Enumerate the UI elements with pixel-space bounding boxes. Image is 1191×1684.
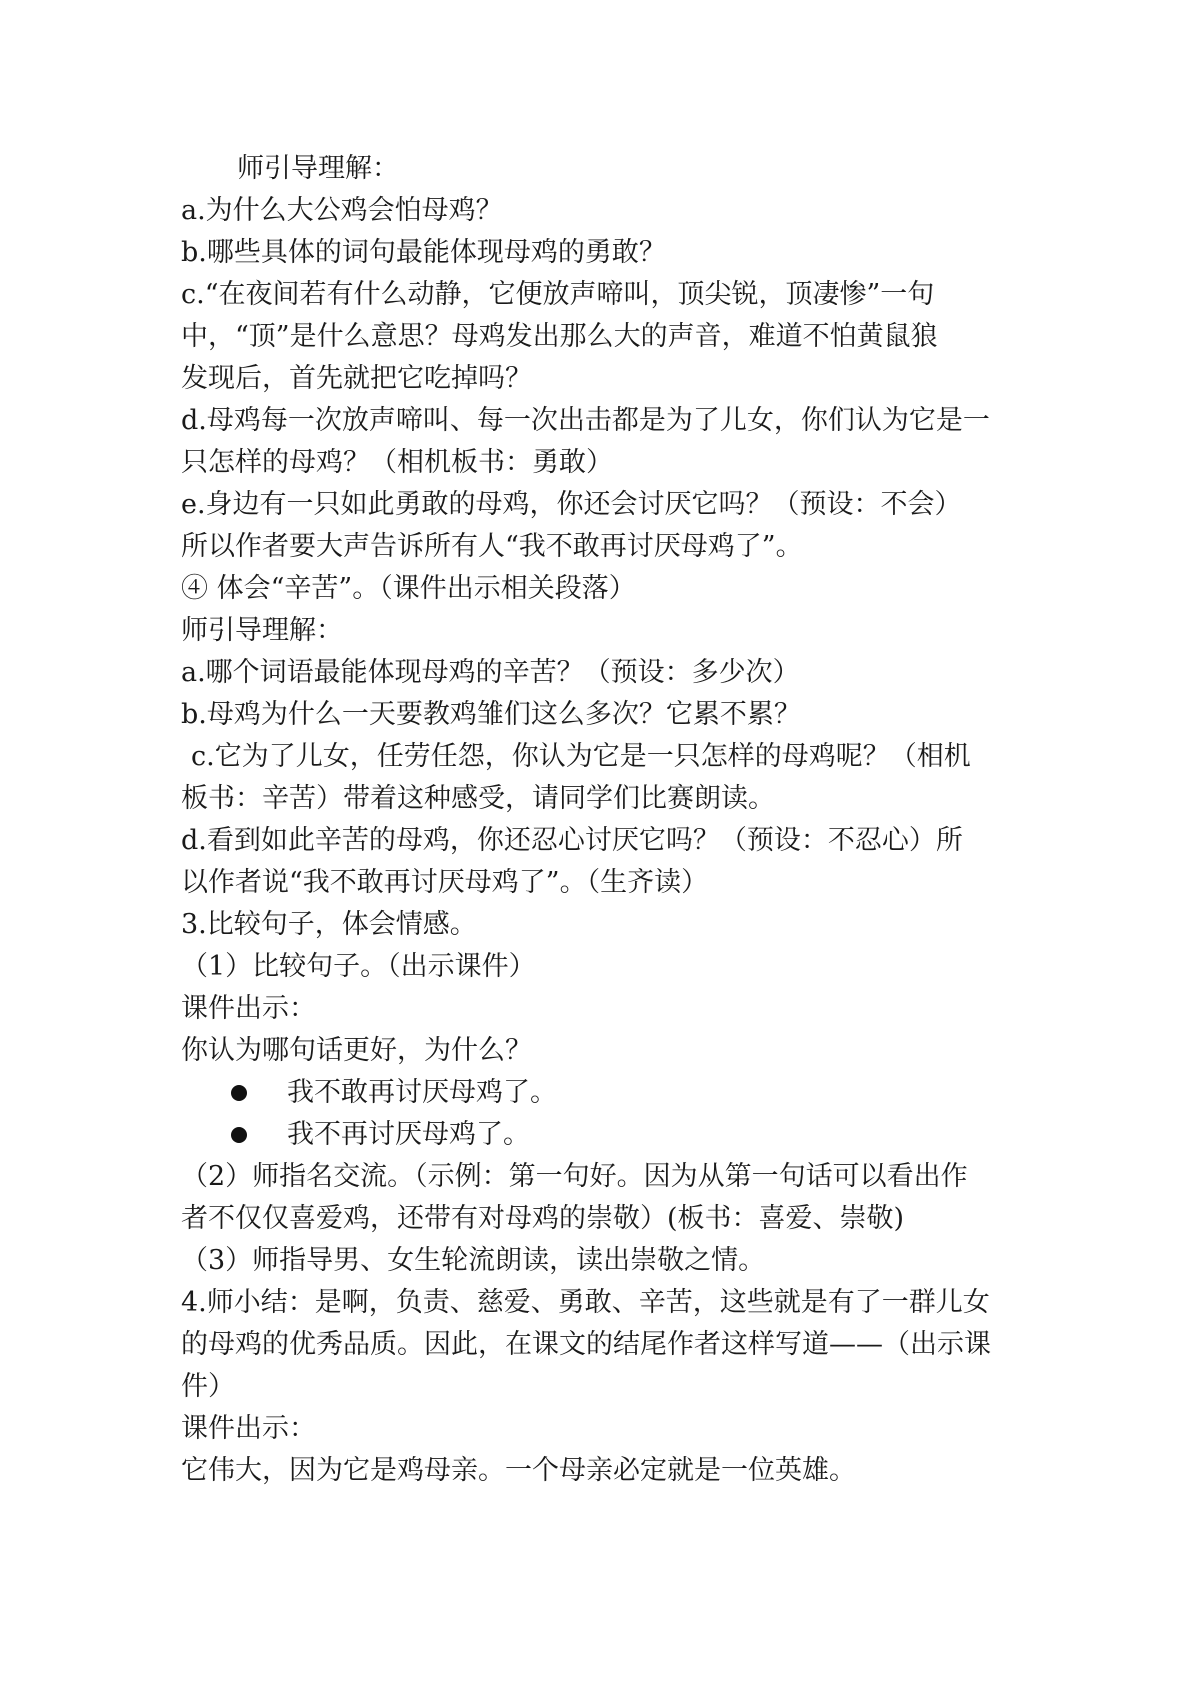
- paragraph-line: d.母鸡每一次放声啼叫、每一次出击都是为了儿女，你们认为它是一: [181, 405, 990, 436]
- paragraph-line: 发现后，首先就把它吃掉吗？: [181, 363, 532, 394]
- paragraph-line: a.哪个词语最能体现母鸡的辛苦？（预设：多少次）: [181, 657, 800, 688]
- paragraph-line: 的母鸡的优秀品质。因此，在课文的结尾作者这样写道——（出示课: [181, 1329, 991, 1360]
- paragraph-line: 师引导理解：: [237, 153, 399, 184]
- paragraph-line: 件）: [181, 1371, 235, 1402]
- bullet-icon: [231, 1085, 247, 1101]
- paragraph-line: c.“在夜间若有什么动静，它便放声啼叫，顶尖锐，顶凄惨”一句: [181, 279, 935, 310]
- paragraph-line: c.它为了儿女，任劳任怨，你认为它是一只怎样的母鸡呢？（相机: [191, 741, 971, 772]
- paragraph-line: 它伟大，因为它是鸡母亲。一个母亲必定就是一位英雄。: [181, 1455, 856, 1486]
- paragraph-line: （3）师指导男、女生轮流朗读，读出崇敬之情。: [181, 1245, 766, 1276]
- paragraph-line: b.母鸡为什么一天要教鸡雏们这么多次？它累不累？: [181, 699, 801, 730]
- paragraph-line: 你认为哪句话更好，为什么？: [181, 1035, 532, 1066]
- document-page: [181, 148, 1021, 1492]
- paragraph-line: 课件出示：: [181, 993, 316, 1024]
- bullet-icon: [231, 1127, 247, 1143]
- paragraph-line: （2）师指名交流。（示例：第一句好。因为从第一句话可以看出作: [181, 1161, 968, 1192]
- paragraph-line: 师引导理解：: [181, 615, 343, 646]
- paragraph-line: 课件出示：: [181, 1413, 316, 1444]
- bullet-item: [181, 1072, 1021, 1114]
- paragraph-line: 4.师小结：是啊，负责、慈爱、勇敢、辛苦，这些就是有了一群儿女: [181, 1287, 990, 1318]
- paragraph-line: 者不仅仅喜爱鸡，还带有对母鸡的崇敬）(板书：喜爱、崇敬): [181, 1203, 905, 1234]
- paragraph-line: 中，“顶”是什么意思？母鸡发出那么大的声音，难道不怕黄鼠狼: [181, 321, 938, 352]
- paragraph-line: a.为什么大公鸡会怕母鸡？: [181, 195, 503, 226]
- paragraph-line: d.看到如此辛苦的母鸡，你还忍心讨厌它吗？（预设：不忍心）所: [181, 825, 963, 856]
- paragraph-line: e.身边有一只如此勇敢的母鸡，你还会讨厌它吗？（预设：不会）: [181, 489, 962, 520]
- paragraph-line: （1）比较句子。（出示课件）: [181, 951, 536, 982]
- bullet-item: [181, 1114, 1021, 1156]
- paragraph-line: 所以作者要大声告诉所有人“我不敢再讨厌母鸡了”。: [181, 531, 803, 562]
- bullet-text: 我不再讨厌母鸡了。: [287, 1119, 530, 1150]
- paragraph-line: ④ 体会“辛苦”。（课件出示相关段落）: [181, 573, 636, 604]
- paragraph-line: 只怎样的母鸡？（相机板书：勇敢）: [181, 447, 613, 478]
- paragraph-line: 板书：辛苦）带着这种感受，请同学们比赛朗读。: [181, 783, 775, 814]
- paragraph-line: b.哪些具体的词句最能体现母鸡的勇敢？: [181, 237, 666, 268]
- bullet-text: 我不敢再讨厌母鸡了。: [287, 1077, 557, 1108]
- paragraph-line: 3.比较句子，体会情感。: [181, 909, 477, 940]
- paragraph-line: 以作者说“我不敢再讨厌母鸡了”。（生齐读）: [181, 867, 709, 898]
